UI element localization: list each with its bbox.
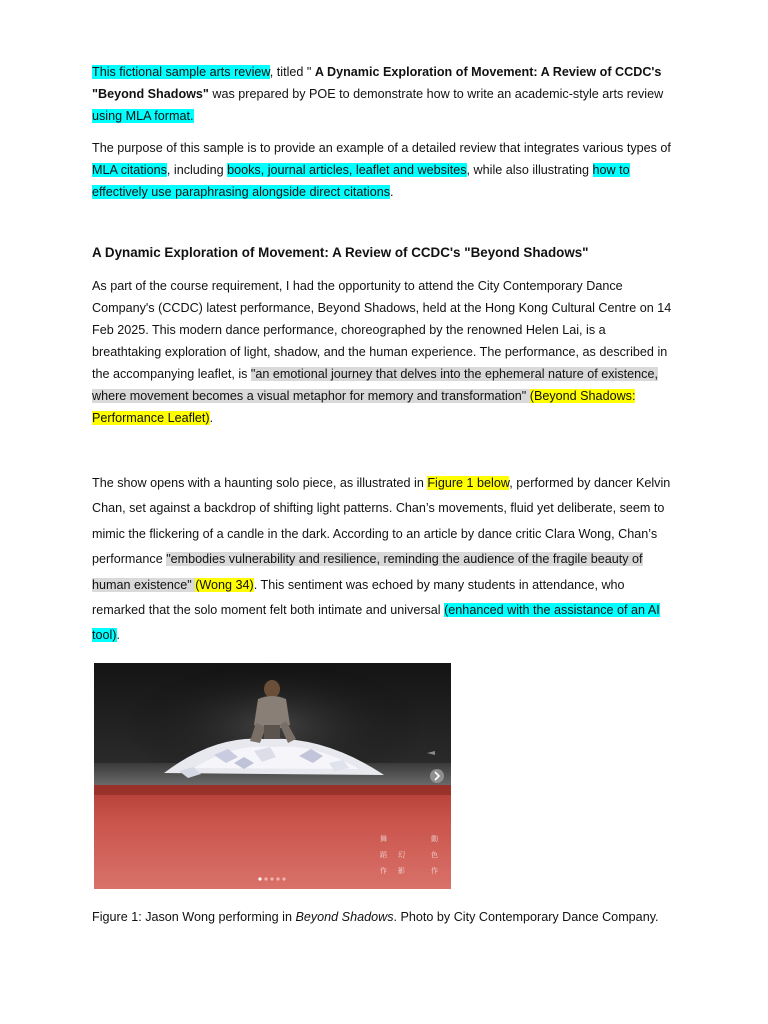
- review-paragraph-2: [92, 471, 672, 649]
- review-heading: A Dynamic Exploration of Movement: A Review of CCDC's "Beyond Shadows": [92, 245, 589, 260]
- intro-text: was prepared by POE to demonstrate how to write an academic-style arts review: [208, 87, 664, 101]
- intro-paragraph-2: [92, 137, 672, 203]
- ai-assistance-note: (enhanced with the assistance of an AI tool): [92, 603, 660, 643]
- body-text: . This sentiment was echoed by many students in attendance, who remarked that the solo moment felt both intimate and universal: [92, 577, 625, 618]
- overlay-char: 幻: [398, 851, 405, 859]
- overlay-char: 蹈: [380, 851, 387, 859]
- body-text: .: [209, 411, 214, 425]
- intro-paragraph-1: [92, 61, 672, 127]
- performance-photo: [94, 663, 451, 889]
- caption-text: . Photo by City Contemporary Dance Company.: [393, 910, 659, 924]
- overlay-char: 作: [431, 867, 438, 875]
- overlay-char: 舞: [380, 835, 387, 843]
- overlay-char: 影: [398, 867, 405, 875]
- body-text: .: [116, 628, 120, 643]
- next-arrow-icon: [430, 769, 444, 783]
- intro-text: The purpose of this sample is to provide an example of a detailed review that integrates various types of: [92, 141, 671, 155]
- highlight-paraphrasing: how to effectively use paraphrasing alongside direct citations: [92, 163, 630, 199]
- highlight-mla-format: using MLA format.: [92, 109, 194, 123]
- intro-text: , including: [166, 163, 228, 177]
- review-title-bold: A Dynamic Exploration of Movement: A Review of CCDC's "Beyond Shadows": [92, 65, 662, 101]
- intro-text: , titled ": [269, 65, 315, 79]
- figure-reference: Figure 1 below: [427, 476, 510, 490]
- intro-text: .: [390, 185, 394, 199]
- intro-text: , while also illustrating: [466, 163, 593, 177]
- highlight-source-types: books, journal articles, leaflet and websites: [227, 163, 467, 177]
- highlight-mla-citations: MLA citations: [92, 163, 167, 177]
- direct-quote-wong: "embodies vulnerability and resilience, reminding the audience of the fragile beauty of human existence": [92, 552, 643, 592]
- overlay-char: 動: [431, 835, 438, 843]
- caption-work-title: Beyond Shadows: [295, 910, 394, 924]
- caption-text: Figure 1: Jason Wong performing in: [92, 910, 296, 924]
- figure-caption: [92, 907, 692, 927]
- citation-leaflet: (Beyond Shadows: Performance Leaflet): [92, 389, 636, 425]
- direct-quote-leaflet: "an emotional journey that delves into the ephemeral nature of existence, where movement becomes a visual metaphor for memory and transformation": [92, 367, 658, 403]
- body-text: As part of the course requirement, I had the opportunity to attend the City Contemporary Dance Company's (CCDC) latest performance, Beyond Shadows, held at the Hong Kong Cultural Centre on 14 Feb 2025. This modern dance performance, choreographed by the renowned Helen Lai, is a breathtaking exploration of light, shadow, and the human experience. The performance, as described in the accompanying leaflet, is: [92, 279, 672, 381]
- citation-wong: (Wong 34): [195, 577, 254, 592]
- overlay-char: 作: [380, 867, 387, 875]
- review-paragraph-1: [92, 275, 672, 429]
- overlay-char: 色: [431, 851, 438, 859]
- body-text: The show opens with a haunting solo piece, as illustrated in: [92, 476, 428, 490]
- body-text: , performed by dancer Kelvin Chan, set against a backdrop of shifting light patterns. Chan’s movements, fluid yet deliberate, seem to mimic the flickering of a candle in the dark. According to an article by dance critic Clara Wong, Chan’s performance: [92, 476, 671, 567]
- highlight-sample-review: This fictional sample arts review: [92, 65, 270, 79]
